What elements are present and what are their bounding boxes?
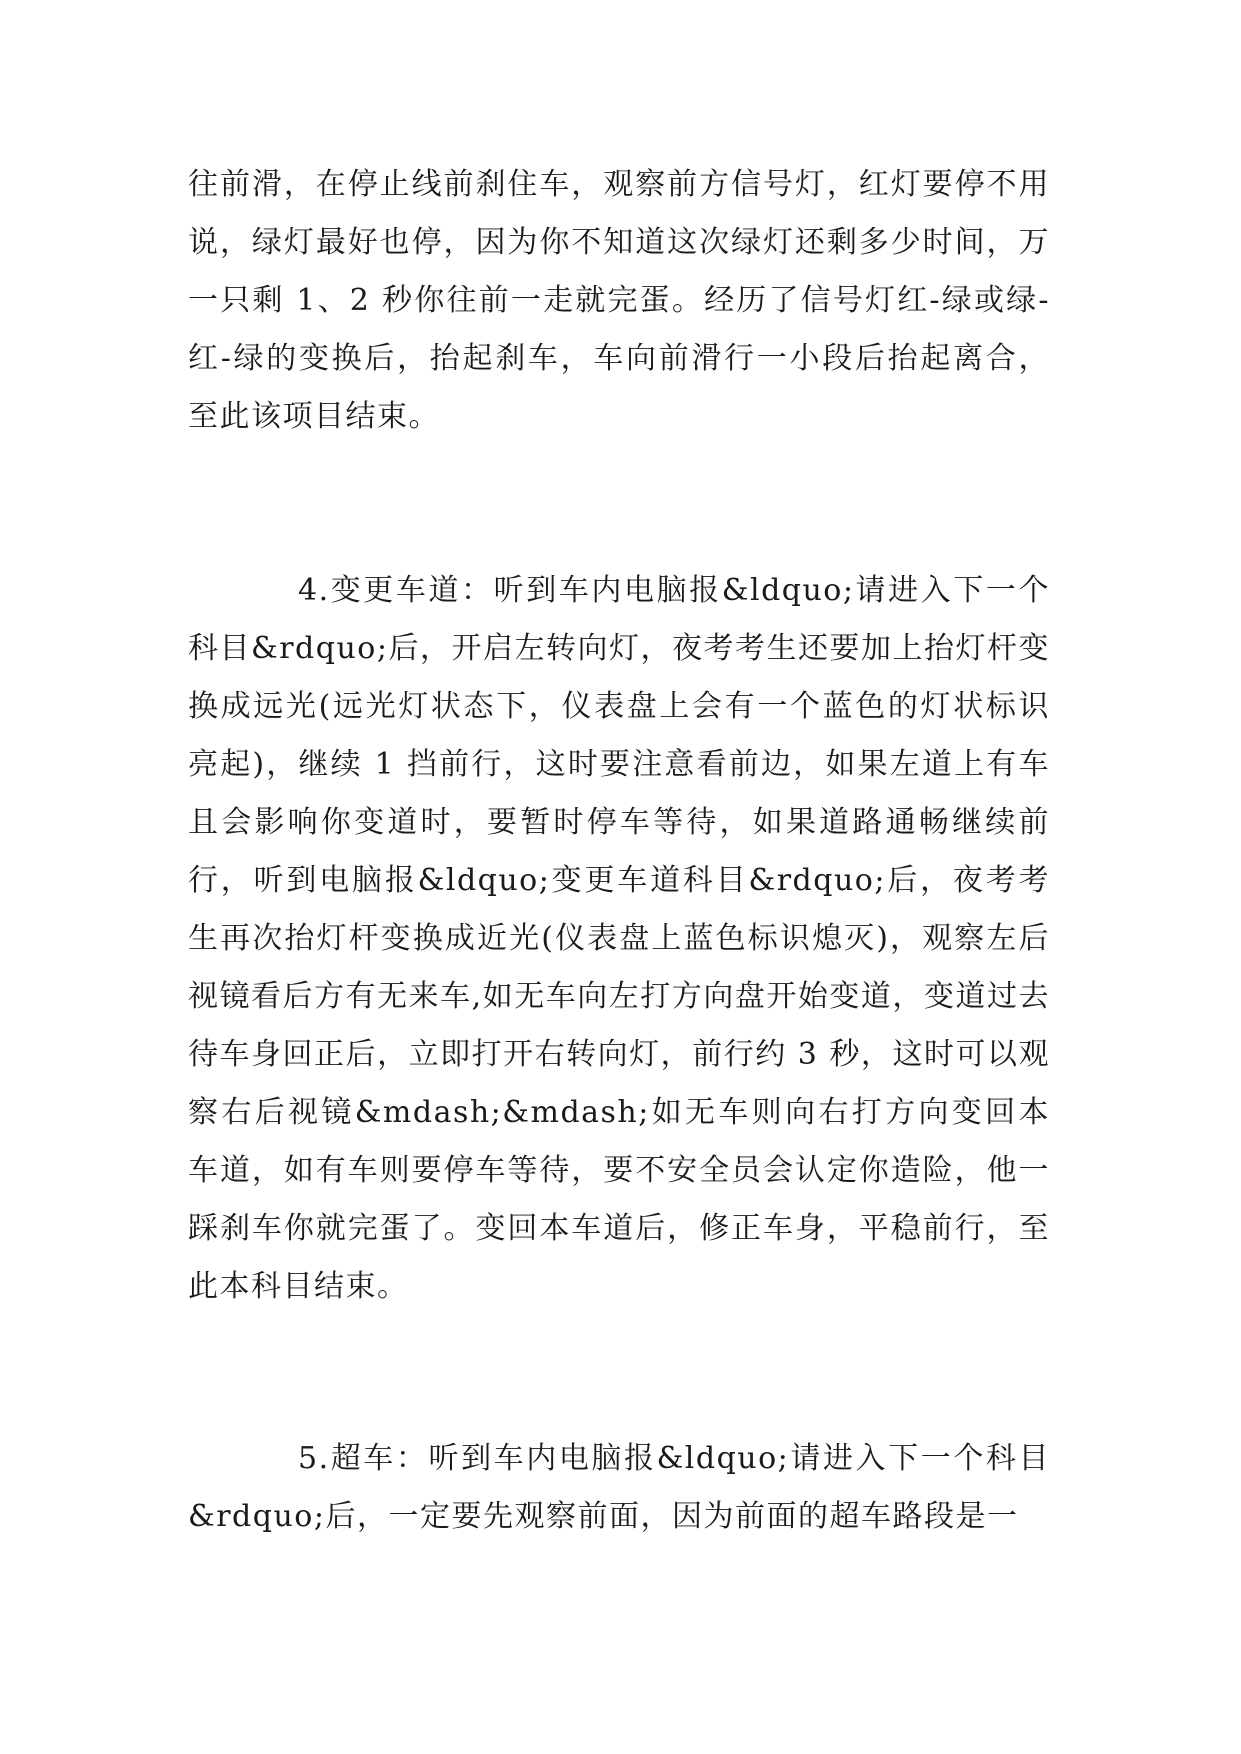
paragraph-traffic-light-continued: 往前滑，在停止线前刹住车，观察前方信号灯，红灯要停不用说，绿灯最好也停，因为你不知道这次绿灯还剩多少时间，万一只剩 1、2 秒你往前一走就完蛋。经历了信号灯红-绿或绿-红-绿的变换后，抬起刹车，车向前滑行一小段后抬起离合，至此该项目结束。 bbox=[188, 167, 1050, 434]
paragraph-lane-change: 4.变更车道：听到车内电脑报&ldquo;请进入下一个科目&rdquo;后，开启左转向灯，夜考考生还要加上抬灯杆变换成远光(远光灯状态下，仪表盘上会有一个蓝色的灯状标识亮起)，继续 1 挡前行，这时要注意看前边，如果左道上有车且会影响你变道时，要暂时停车等待，如果道路通畅继续前行，听到电脑报&ldquo;变更车道科目&rdquo;后，夜考考生再次抬灯杆变换成近光(仪表盘上蓝色标识熄灭)，观察左后视镜看后方有无来车,如无车向左打方向盘开始变道，变道过去待车身回正后，立即打开右转向灯，前行约 3 秒，这时可以观察右后视镜&mdash;&mdash;如无车则向右打方向变回本车道，如有车则要停车等待，要不安全员会认定你造险，他一踩刹车你就完蛋了。变回本车道后，修正车身，平稳前行，至此本科目结束。 bbox=[188, 573, 1050, 1304]
paragraph-overtaking: 5.超车：听到车内电脑报&ldquo;请进入下一个科目&rdquo;后，一定要先观察前面，因为前面的超车路段是一 bbox=[188, 1441, 1050, 1534]
